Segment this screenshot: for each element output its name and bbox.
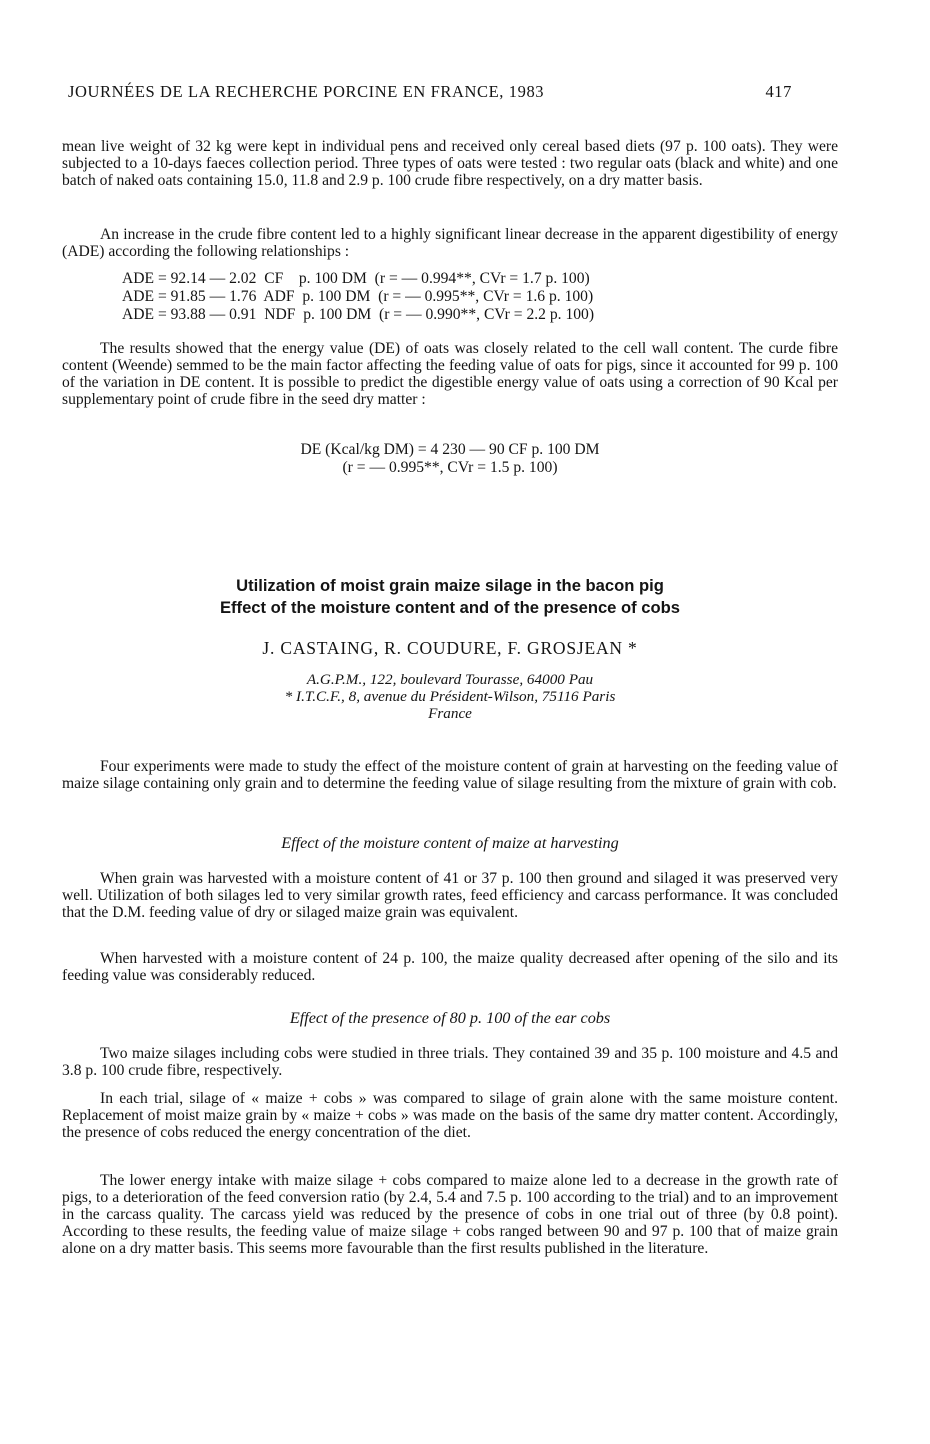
equation-cf: ADE = 92.14 — 2.02 CF p. 100 DM (r = — 0.994**, CVr = 1.7 p. 100) <box>122 270 590 287</box>
affiliation-line-3: France <box>428 705 472 722</box>
section2-paragraph-3: The lower energy intake with maize silage + cobs compared to maize alone led to a decrease in the growth rate of pigs, to a deterioration of the feed conversion ratio (by 2.4, 5.4 and 7.5 p. 100 according to the trial) and to an improvement in the carcass quality. The carcass yield was reduced by the presence of cobs in one trial out of three (by 0.8 point). According to these results, the feeding value of maize silage + cobs ranged between 90 and 97 p. 100 that of maize grain alone on a dry matter basis. This seems more favourable than the first results published in the literature. <box>62 1172 838 1257</box>
affiliations <box>62 671 838 722</box>
section-heading-moisture: Effect of the moisture content of maize at harvesting <box>281 834 619 852</box>
article-title <box>62 575 838 619</box>
running-head <box>68 82 792 102</box>
section-heading-cobs: Effect of the presence of 80 p. 100 of the ear cobs <box>289 1009 611 1027</box>
article-title-line-1: Utilization of moist grain maize silage in the bacon pig <box>236 576 664 595</box>
de-equation-stats: (r = — 0.995**, CVr = 1.5 p. 100) <box>342 459 558 476</box>
section2-paragraph-2: In each trial, silage of « maize + cobs » was compared to silage of grain alone with the same moisture content. Replacement of moist maize grain by « maize + cobs » was made on the basis of the same dry matter content. Accordingly, the presence of cobs reduced the energy concentration of the diet. <box>62 1090 838 1141</box>
intro-paragraph: Four experiments were made to study the effect of the moisture content of grain at harvesting on the feeding value of maize silage containing only grain and to determine the feeding value of silage resulting from the mixture of grain with cob. <box>62 758 838 792</box>
previous-paragraph-3: The results showed that the energy value (DE) of oats was closely related to the cell wall content. The curde fibre content (Weende) semmed to be the main factor affecting the feeding value of oats for pigs, since it accounted for 99 p. 100 of the variation in DE content. It is possible to predict the digestible energy value of oats using a correction of 90 Kcal per supplementary point of crude fibre in the seed dry matter : <box>62 340 838 408</box>
authors: J. CASTAING, R. COUDURE, F. GROSJEAN * <box>262 638 638 658</box>
de-equation: DE (Kcal/kg DM) = 4 230 — 90 CF p. 100 DM <box>300 441 600 458</box>
journal-title: JOURNÉES DE LA RECHERCHE PORCINE EN FRANCE, 1983 <box>68 82 545 101</box>
article-title-line-2: Effect of the moisture content and of the presence of cobs <box>219 598 681 617</box>
affiliation-line-1: A.G.P.M., 122, boulevard Tourasse, 64000 Pau <box>306 671 594 688</box>
equation-ndf: ADE = 93.88 — 0.91 NDF p. 100 DM (r = — 0.990**, CVr = 2.2 p. 100) <box>122 306 595 323</box>
section2-paragraph-1: Two maize silages including cobs were studied in three trials. They contained 39 and 35 p. 100 moisture and 4.5 and 3.8 p. 100 crude fibre, respectively. <box>62 1045 838 1079</box>
section1-paragraph-1: When grain was harvested with a moisture content of 41 or 37 p. 100 then ground and silaged it was preserved very well. Utilization of both silages led to very similar growth rates, feed efficiency and carcass performance. It was concluded that the D.M. feeding value of dry or silaged maize grain was equivalent. <box>62 870 838 921</box>
affiliation-line-2: * I.T.C.F., 8, avenue du Président-Wilson, 75116 Paris <box>284 688 616 705</box>
page-number: 417 <box>765 82 792 101</box>
previous-paragraph-1: mean live weight of 32 kg were kept in individual pens and received only cereal based diets (97 p. 100 oats). They were subjected to a 10-days faeces collection period. Three types of oats were tested : two regular oats (black and white) and one batch of naked oats containing 15.0, 11.8 and 2.9 p. 100 crude fibre respectively, on a dry matter basis. <box>62 138 838 189</box>
previous-paragraph-2: An increase in the crude fibre content led to a highly significant linear decrease in the apparent digestibility of energy (ADE) according the following relationships : <box>62 226 838 260</box>
equation-adf: ADE = 91.85 — 1.76 ADF p. 100 DM (r = — 0.995**, CVr = 1.6 p. 100) <box>122 288 594 305</box>
section1-paragraph-2: When harvested with a moisture content of 24 p. 100, the maize quality decreased after opening of the silo and its feeding value was considerably reduced. <box>62 950 838 984</box>
